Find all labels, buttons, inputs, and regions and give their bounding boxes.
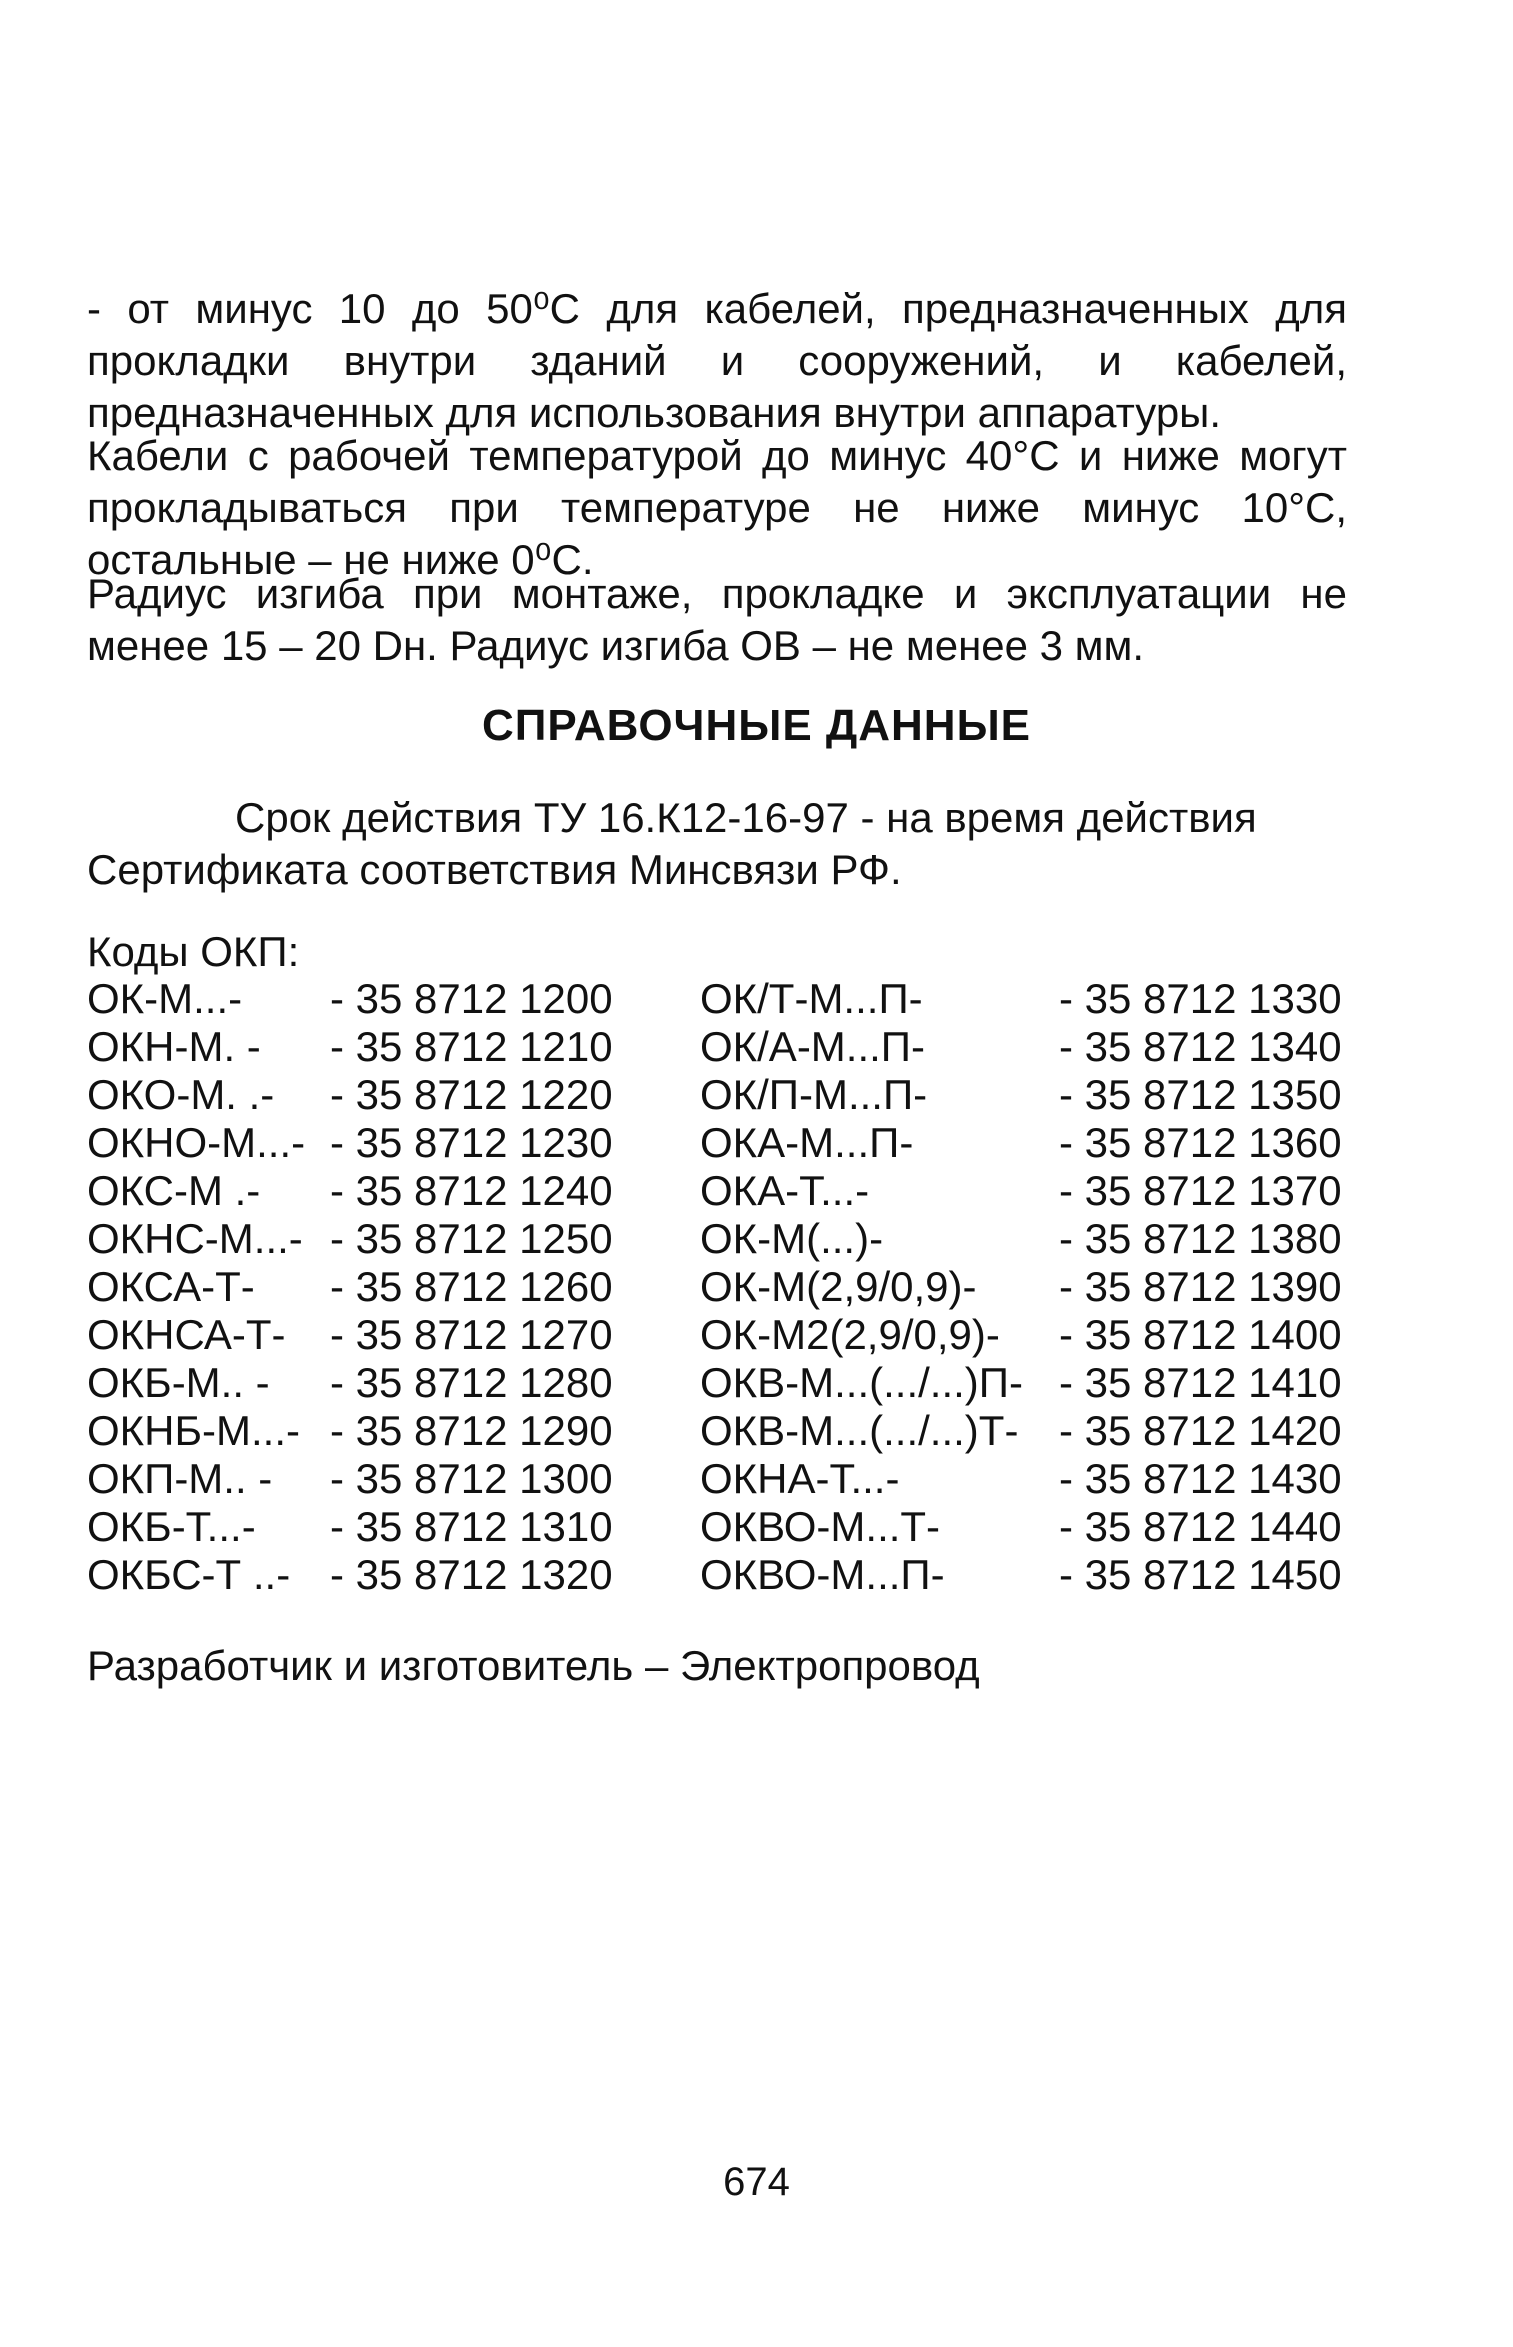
reference-text bbox=[87, 792, 1347, 896]
paragraph-bend-radius: Радиус изгиба при монтаже, прокладке и эксплуатации не менее 15 – 20 Dн. Радиус изгиба ОВ – не менее 3 мм. bbox=[87, 570, 1347, 669]
code-right-name: ОКА-Т...- bbox=[700, 1167, 870, 1214]
code-right-value: - 35 8712 1420 bbox=[1059, 1407, 1342, 1454]
code-left-name: ОКНСА-Т- bbox=[87, 1311, 286, 1358]
code-left-value: - 35 8712 1260 bbox=[330, 1263, 613, 1310]
code-right-value: - 35 8712 1370 bbox=[1059, 1167, 1342, 1214]
code-left-value: - 35 8712 1300 bbox=[330, 1455, 613, 1502]
page-number: 674 bbox=[723, 2160, 790, 2204]
code-left-value: - 35 8712 1320 bbox=[330, 1551, 613, 1598]
code-right-value: - 35 8712 1350 bbox=[1059, 1071, 1342, 1118]
code-right-value: - 35 8712 1430 bbox=[1059, 1455, 1342, 1502]
code-right-name: ОК-М2(2,9/0,9)- bbox=[700, 1311, 1000, 1358]
code-right-name: ОК-М(...)- bbox=[700, 1215, 884, 1262]
code-row bbox=[87, 1167, 1347, 1215]
code-right-value: - 35 8712 1440 bbox=[1059, 1503, 1342, 1550]
code-left-name: ОКСА-Т- bbox=[87, 1263, 255, 1310]
code-left-value: - 35 8712 1230 bbox=[330, 1119, 613, 1166]
code-row bbox=[87, 1071, 1347, 1119]
code-right-name: ОКВО-М...Т- bbox=[700, 1503, 941, 1550]
code-row bbox=[87, 1455, 1347, 1503]
code-right-name: ОКА-М...П- bbox=[700, 1119, 914, 1166]
code-row bbox=[87, 1503, 1347, 1551]
code-left-name: ОКБС-Т ..- bbox=[87, 1551, 291, 1598]
code-right-value: - 35 8712 1380 bbox=[1059, 1215, 1342, 1262]
section-heading: СПРАВОЧНЫЕ ДАННЫЕ bbox=[482, 701, 1031, 750]
code-row bbox=[87, 1359, 1347, 1407]
code-left-name: ОКНБ-М...- bbox=[87, 1407, 300, 1454]
code-left-name: ОКБ-Т...- bbox=[87, 1503, 256, 1550]
code-row bbox=[87, 1407, 1347, 1455]
code-left-value: - 35 8712 1280 bbox=[330, 1359, 613, 1406]
code-left-value: - 35 8712 1210 bbox=[330, 1023, 613, 1070]
code-left-value: - 35 8712 1220 bbox=[330, 1071, 613, 1118]
code-left-name: ОКБ-М.. - bbox=[87, 1359, 270, 1406]
code-row bbox=[87, 1215, 1347, 1263]
code-left-value: - 35 8712 1200 bbox=[330, 975, 613, 1022]
code-left-name: ОКС-М .- bbox=[87, 1167, 261, 1214]
reference-text-content: Срок действия ТУ 16.К12-16-97 - на время действия Сертификата соответствия Минсвязи РФ. bbox=[87, 794, 1257, 893]
code-right-value: - 35 8712 1330 bbox=[1059, 975, 1342, 1022]
code-right-value: - 35 8712 1410 bbox=[1059, 1359, 1342, 1406]
code-row bbox=[87, 975, 1347, 1023]
code-right-name: ОК-М(2,9/0,9)- bbox=[700, 1263, 977, 1310]
code-left-name: ОКО-М. .- bbox=[87, 1071, 275, 1118]
code-row bbox=[87, 1311, 1347, 1359]
code-row bbox=[87, 1263, 1347, 1311]
code-right-name: ОК/Т-М...П- bbox=[700, 975, 923, 1022]
codes-table bbox=[87, 975, 1347, 1599]
code-left-name: ОК-М...- bbox=[87, 975, 243, 1022]
code-left-name: ОКНС-М...- bbox=[87, 1215, 303, 1262]
code-right-name: ОКВ-М...(.../...)Т- bbox=[700, 1407, 1019, 1454]
code-right-value: - 35 8712 1340 bbox=[1059, 1023, 1342, 1070]
code-row bbox=[87, 1119, 1347, 1167]
code-right-name: ОКВ-М...(.../...)П- bbox=[700, 1359, 1023, 1406]
code-row bbox=[87, 1023, 1347, 1071]
code-right-value: - 35 8712 1400 bbox=[1059, 1311, 1342, 1358]
code-left-name: ОКН-М. - bbox=[87, 1023, 261, 1070]
paragraph-temperature-range: - от минус 10 до 50⁰С для кабелей, предназначенных для прокладки внутри зданий и сооружений, и кабелей, предназначенных для использования внутри аппаратуры. bbox=[87, 285, 1347, 436]
code-left-name: ОКП-М.. - bbox=[87, 1455, 273, 1502]
code-left-name: ОКНО-М...- bbox=[87, 1119, 306, 1166]
code-right-value: - 35 8712 1390 bbox=[1059, 1263, 1342, 1310]
code-right-value: - 35 8712 1360 bbox=[1059, 1119, 1342, 1166]
code-left-value: - 35 8712 1310 bbox=[330, 1503, 613, 1550]
code-right-name: ОКВО-М...П- bbox=[700, 1551, 945, 1598]
code-right-value: - 35 8712 1450 bbox=[1059, 1551, 1342, 1598]
code-right-name: ОКНА-Т...- bbox=[700, 1455, 900, 1502]
code-row bbox=[87, 1551, 1347, 1599]
code-left-value: - 35 8712 1290 bbox=[330, 1407, 613, 1454]
paragraph-laying-temperature: Кабели с рабочей температурой до минус 40°С и ниже могут прокладываться при температуре не ниже минус 10°С, остальные – не ниже 0⁰С. bbox=[87, 432, 1347, 583]
code-right-name: ОК/А-М...П- bbox=[700, 1023, 925, 1070]
code-left-value: - 35 8712 1240 bbox=[330, 1167, 613, 1214]
codes-label: Коды ОКП: bbox=[87, 928, 300, 975]
code-right-name: ОК/П-М...П- bbox=[700, 1071, 928, 1118]
code-left-value: - 35 8712 1250 bbox=[330, 1215, 613, 1262]
footer-manufacturer: Разработчик и изготовитель – Электропровод bbox=[87, 1642, 980, 1689]
code-left-value: - 35 8712 1270 bbox=[330, 1311, 613, 1358]
